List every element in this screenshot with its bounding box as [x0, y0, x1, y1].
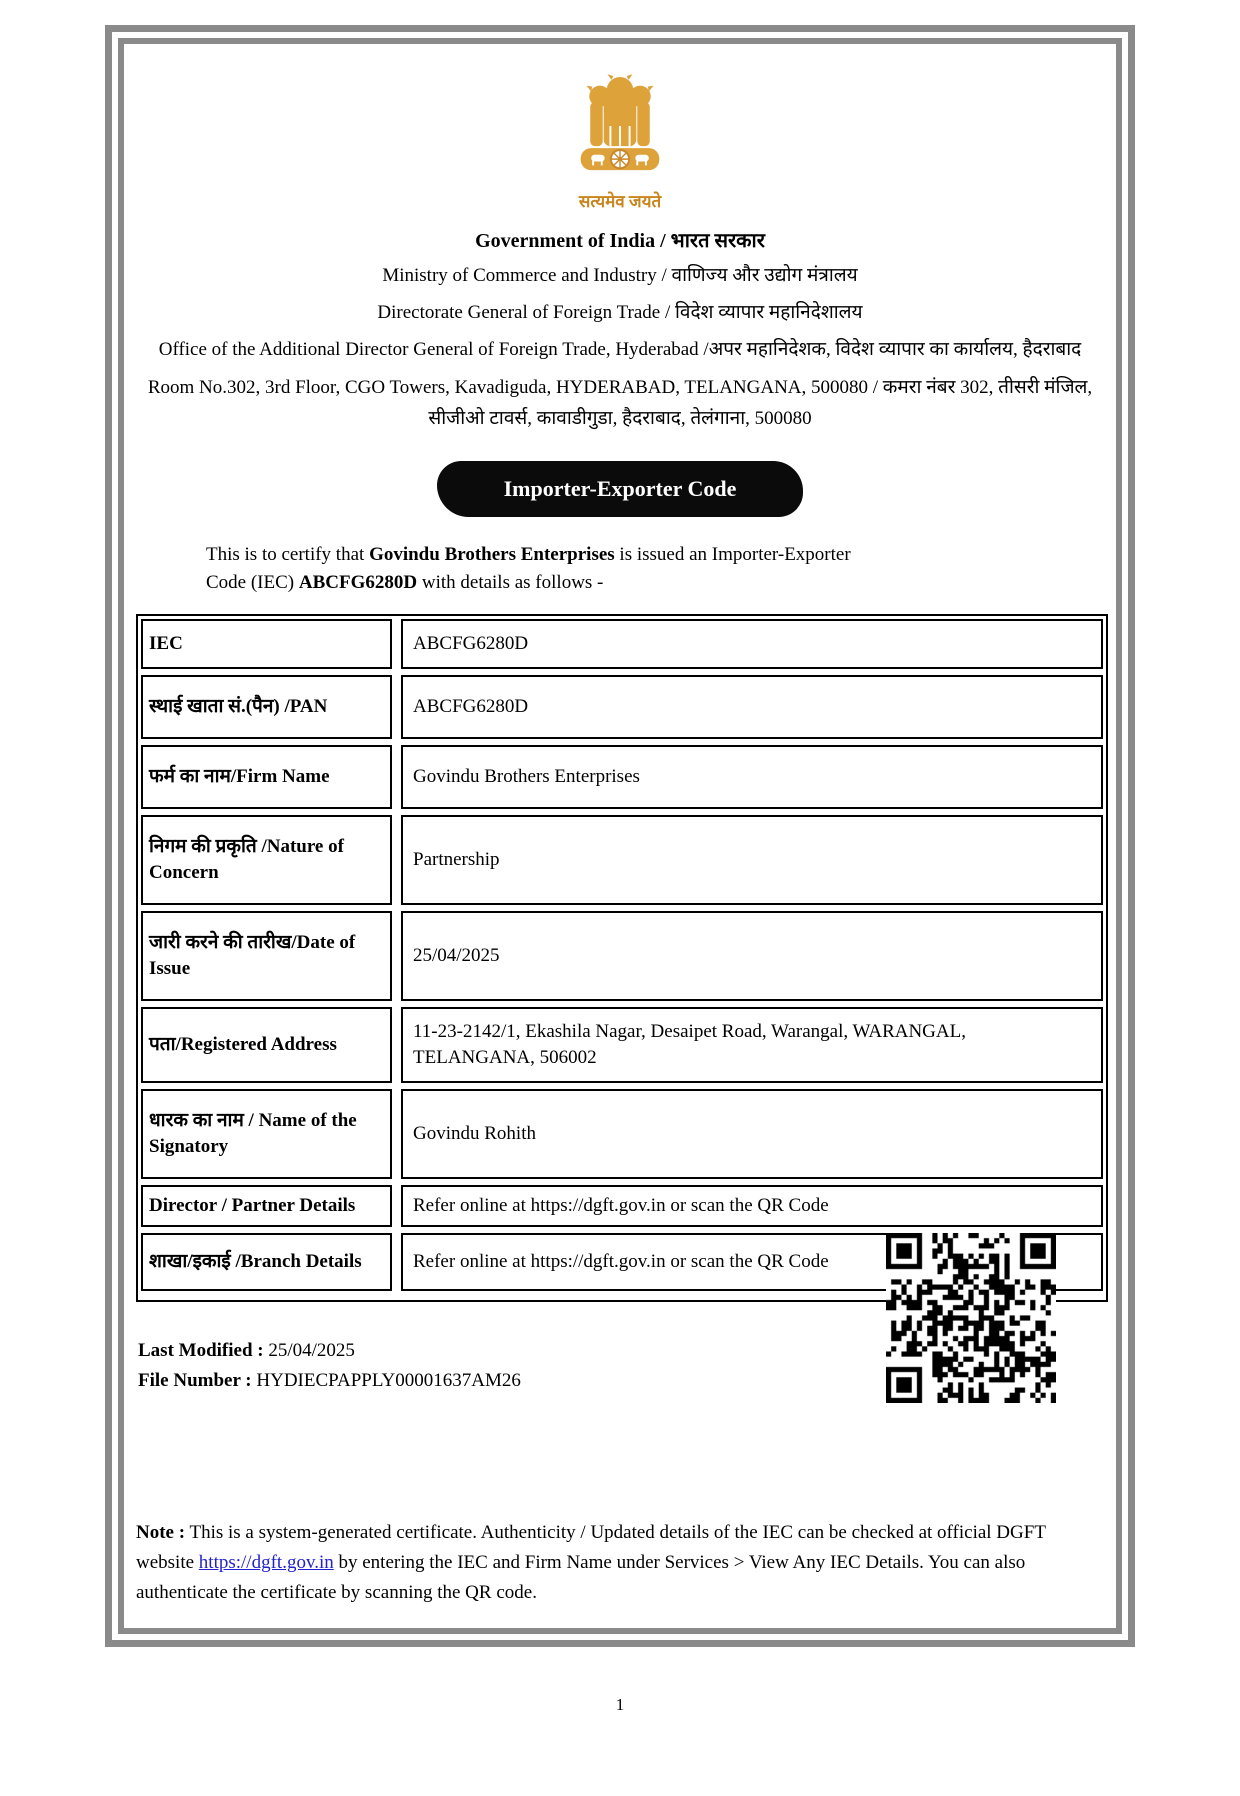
office-line: Office of the Additional Director General of Foreign Trade, Hyderabad /अपर महानिदेशक, विदेश व्यापार का कार्यालय, हैदराबाद [158, 339, 1082, 360]
qr-code [886, 1233, 1056, 1403]
certificate-frame [105, 25, 1135, 1647]
dgft-website-link[interactable]: https://dgft.gov.in [198, 1552, 334, 1573]
emblem-block [132, 70, 1108, 212]
certify-prefix: This is to certify that [206, 544, 370, 565]
row-value: Govindu Rohith [401, 1089, 1103, 1179]
certify-suffix: with details as follows - [417, 572, 604, 593]
note-label: Note : [136, 1522, 186, 1543]
row-value: Govindu Brothers Enterprises [401, 745, 1103, 809]
last-modified-value: 25/04/2025 [263, 1340, 355, 1361]
row-label: जारी करने की तारीख/Date of Issue [141, 911, 392, 1001]
note-text-after-link: by entering the IEC and Firm Name under Services > View Any IEC Details. You can also authenticate the certificate by scanning the QR code. [136, 1552, 1026, 1603]
row-value: ABCFG6280D [401, 675, 1103, 739]
row-value: Partnership [401, 815, 1103, 905]
banner-title: Importer-Exporter Code [503, 476, 737, 501]
certify-firm-name: Govindu Brothers Enterprises [369, 544, 615, 565]
detail-row-signatory-name [141, 1089, 1103, 1179]
government-of-india-line: Government of India / भारत सरकार [475, 230, 765, 252]
page-number: 1 [615, 1695, 625, 1714]
detail-row-pan [141, 675, 1103, 739]
detail-row-director-partner-details [141, 1185, 1103, 1227]
importer-exporter-code-banner [437, 461, 803, 517]
file-number-value: HYDIECPAPPLY00001637AM26 [251, 1370, 521, 1391]
detail-row-nature-of-concern [141, 815, 1103, 905]
details-table [136, 614, 1108, 1302]
detail-row-firm-name [141, 745, 1103, 809]
row-label: Director / Partner Details [141, 1185, 392, 1227]
certify-middle: is issued an Importer-Exporter Code (IEC) [206, 544, 851, 593]
directorate-line: Directorate General of Foreign Trade / विदेश व्यापार महानिदेशालय [377, 302, 863, 323]
row-label: शाखा/इकाई /Branch Details [141, 1233, 392, 1291]
file-number-label: File Number : [138, 1370, 252, 1391]
row-label: स्थाई खाता सं.(पैन) /PAN [141, 675, 392, 739]
certify-iec-code: ABCFG6280D [298, 572, 418, 593]
row-label: फर्म का नाम/Firm Name [141, 745, 392, 809]
row-value: Refer online at https://dgft.gov.in or scan the QR Code [401, 1185, 1103, 1227]
address-line: Room No.302, 3rd Floor, CGO Towers, Kavadiguda, HYDERABAD, TELANGANA, 500080 / कमरा नंबर 302, तीसरी मंजिल, सीजीओ टावर्स, कावाडीगुडा, हैदराबाद, तेलंगाना, 500080 [147, 377, 1093, 429]
row-label: धारक का नाम / Name of the Signatory [141, 1089, 392, 1179]
india-national-emblem-icon [572, 70, 668, 182]
ministry-line: Ministry of Commerce and Industry / वाणिज्य और उद्योग मंत्रालय [382, 265, 858, 286]
detail-row-registered-address [141, 1007, 1103, 1083]
last-modified-label: Last Modified : [138, 1340, 264, 1361]
row-label: IEC [141, 619, 392, 669]
note-paragraph [136, 1518, 1104, 1608]
detail-row-date-of-issue [141, 911, 1103, 1001]
row-value: ABCFG6280D [401, 619, 1103, 669]
row-value: 25/04/2025 [401, 911, 1103, 1001]
row-value: Refer online at https://dgft.gov.in or scan the QR Code [401, 1233, 1103, 1291]
row-value: 11-23-2142/1, Ekashila Nagar, Desaipet Road, Warangal, WARANGAL, TELANGANA, 506002 [401, 1007, 1103, 1083]
detail-row-iec [141, 619, 1103, 669]
row-label: पता/Registered Address [141, 1007, 392, 1083]
emblem-caption: सत्यमेव जयते [578, 192, 662, 211]
row-label: निगम की प्रकृति /Nature of Concern [141, 815, 392, 905]
certify-paragraph [206, 541, 892, 597]
note-text-before-link: This is a system-generated certificate. Authenticity / Updated details of the IEC can be checked at official DGFT website [136, 1522, 1046, 1573]
certificate-inner-frame [118, 38, 1122, 1634]
